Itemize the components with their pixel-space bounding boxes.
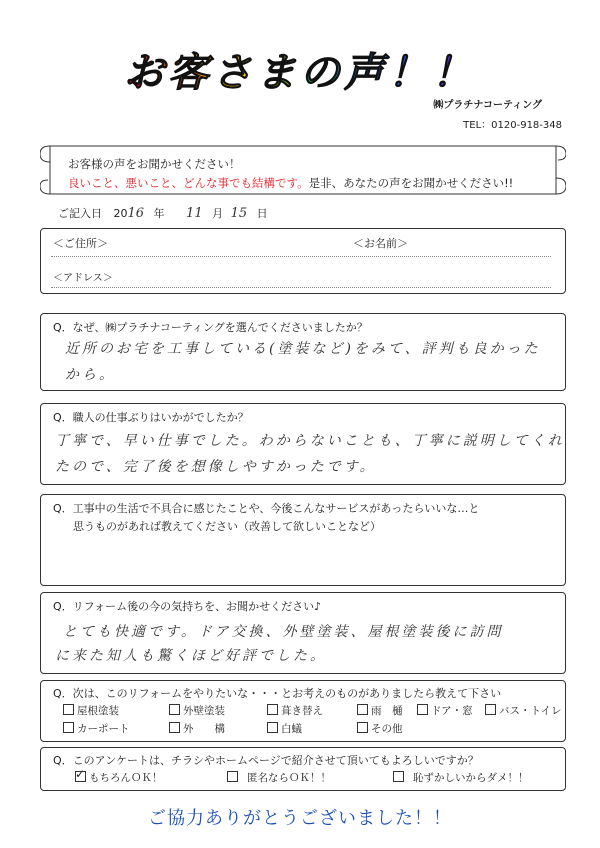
- option-exterior[interactable]: 外 構: [169, 721, 225, 736]
- checkbox[interactable]: [63, 722, 74, 733]
- intro-line-1: お客様の声をお聞かせください！: [68, 157, 241, 171]
- checkbox[interactable]: [267, 722, 278, 733]
- checkbox[interactable]: [485, 704, 496, 715]
- option-reroof[interactable]: 葺き替え: [267, 703, 323, 718]
- option-bath-toilet[interactable]: バス・トイレ: [485, 703, 561, 718]
- checkbox[interactable]: [357, 704, 368, 715]
- company-name: ㈱プラチナコーティング: [433, 100, 542, 111]
- address-rule: [51, 287, 551, 288]
- address-sub-label: ＜アドレス＞: [53, 273, 113, 284]
- date-era: 20: [113, 207, 128, 220]
- question-box-feelings: [40, 592, 566, 674]
- checkbox-checked[interactable]: [75, 767, 86, 782]
- question-box-next-reform: [40, 680, 566, 742]
- date-day-label: 日: [256, 207, 268, 220]
- telephone-number: TEL：0120-918-348: [463, 120, 562, 131]
- intro-line-2: [68, 175, 513, 191]
- date-label: ご記入日: [58, 207, 102, 220]
- thank-you-message: ご協力ありがとうございました！！: [148, 808, 452, 829]
- date-month-value[interactable]: 11: [186, 206, 203, 221]
- question-label-continued: 思うものがあれば教えてください（改善して欲しいことなど）: [73, 520, 381, 533]
- check-mark-icon: ✓: [75, 767, 86, 781]
- address-label: ＜ご住所＞: [53, 237, 108, 250]
- question-label: Q．このアンケートは、チラシやホームページで紹介させて頂いてもよろしいですか？: [53, 754, 479, 767]
- option-termite[interactable]: 白蟻: [267, 721, 302, 736]
- option-carport[interactable]: カーポート: [63, 721, 130, 736]
- address-box: [40, 228, 566, 294]
- name-label: ＜お名前＞: [353, 237, 408, 250]
- option-roof-paint[interactable]: 屋根塗装: [63, 703, 119, 718]
- option-wall-paint[interactable]: 外壁塗装: [169, 703, 225, 718]
- answer-line[interactable]: 近所のお宅を工事している(塗装など)をみて、評判も良かった: [65, 341, 541, 357]
- answer-line[interactable]: とても快適です。ドア交換、外壁塗装、屋根塗装後に訪問: [63, 624, 504, 640]
- question-label: Q．次は、このリフォームをやりたいな・・・とお考えのものがありましたら教えて下さい: [53, 687, 502, 700]
- question-label: Q．リフォーム後の今の気持ちを、お聞かせください♪: [53, 600, 322, 613]
- checkbox[interactable]: [417, 704, 428, 715]
- date-year-value[interactable]: 16: [127, 206, 145, 221]
- question-label: Q．工事中の生活で不具合に感じたことや、今後こんなサービスがあったらいいな…と: [53, 502, 480, 515]
- question-label: Q．なぜ、㈱プラチナコーティングを選んでくださいましたか？: [53, 321, 368, 334]
- option-gutter[interactable]: 雨 樋: [357, 703, 403, 718]
- checkbox[interactable]: [393, 771, 404, 782]
- checkbox[interactable]: [63, 704, 74, 715]
- answer-line[interactable]: に来た知人も驚くほど好評でした。: [55, 648, 327, 664]
- question-box-why: [40, 313, 566, 391]
- intro-highlight: 良いこと、悪いこと、どんな事でも結構です。: [68, 176, 309, 190]
- date-day-value[interactable]: 15: [230, 206, 248, 221]
- checkbox[interactable]: [357, 722, 368, 733]
- answer-line[interactable]: たので、完了後を想像しやすかったです。: [55, 459, 377, 475]
- consent-option-no[interactable]: 恥ずかしいからダメ！！: [393, 770, 529, 785]
- date-month-label: 月: [212, 207, 224, 220]
- question-box-craftsmanship: [40, 403, 566, 485]
- answer-line[interactable]: から。: [65, 367, 116, 383]
- date-year-label: 年: [153, 207, 165, 220]
- consent-option-yes[interactable]: ✓ もちろんＯＫ！: [75, 767, 163, 784]
- consent-option-anonymous[interactable]: 匿名ならＯＫ！！: [227, 770, 331, 785]
- option-door-window[interactable]: ドア・窓: [417, 703, 473, 718]
- question-label: Q．職人の仕事ぶりはいかがでしたか？: [53, 411, 249, 424]
- intro-rest: 是非、あなたの声をお聞かせください!!: [308, 176, 514, 190]
- address-rule: [51, 256, 551, 257]
- checkbox[interactable]: [267, 704, 278, 715]
- checkbox[interactable]: [169, 704, 180, 715]
- question-box-improvements: [40, 494, 566, 586]
- question-box-consent: [40, 747, 566, 791]
- answer-line[interactable]: 丁寧で、早い仕事でした。わからないことも、丁寧に説明してくれ: [55, 433, 565, 449]
- title-text: お客さまの声！！: [124, 50, 476, 96]
- checkbox[interactable]: [227, 771, 238, 782]
- date-row: [58, 205, 268, 221]
- option-other[interactable]: その他: [357, 721, 403, 736]
- checkbox[interactable]: [169, 722, 180, 733]
